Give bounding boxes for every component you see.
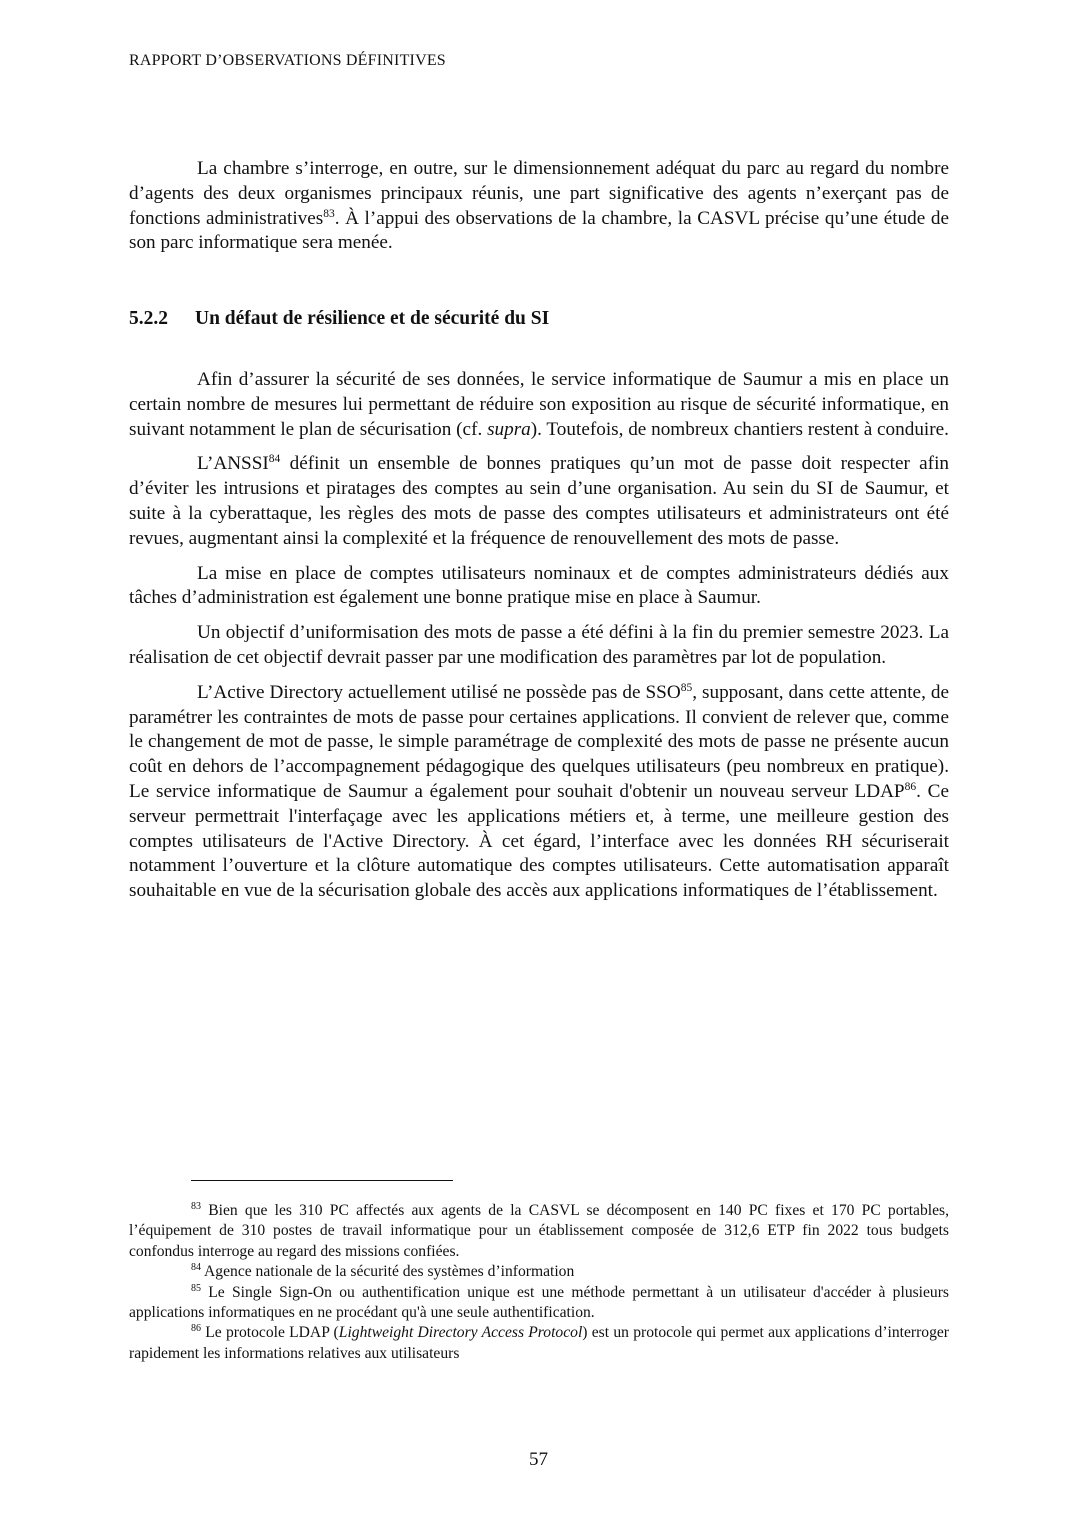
- section-title: Un défaut de résilience et de sécurité du SI: [195, 308, 550, 329]
- intro-text: [129, 157, 949, 266]
- running-header: RAPPORT D’OBSERVATIONS DÉFINITIVES: [129, 52, 446, 69]
- section-heading: [129, 308, 949, 330]
- footnote-separator: [191, 1180, 453, 1181]
- section-body: [129, 368, 949, 914]
- paragraph-nominal-accounts: La mise en place de comptes utilisateurs nominaux et de comptes administrateurs dédiés aux tâches d’administration est également une bonne pratique mise en place à Saumur.: [129, 562, 949, 609]
- section-number: 5.2.2: [129, 308, 168, 329]
- footnote-ref-86[interactable]: 86: [904, 780, 917, 793]
- paragraph-data-security: Afin d’assurer la sécurité de ses données, le service informatique de Saumur a mis en place un certain nombre de mesures lui permettant de réduire son exposition au risque de sécurité informatique, en suivant notamment le plan de sécurisation (cf. supra). Toutefois, de nombreux chantiers restent à conduire.: [129, 369, 949, 440]
- footnote-ref-83[interactable]: 83: [323, 207, 335, 220]
- page-number: 57: [529, 1449, 548, 1470]
- footnote-85: $^{85}$ Le Single Sign-On ou authentification unique est une méthode permettant à un utilisateur d'accéder à plusieurs applications informatiques en ne procédant qu'à une seule authentification.: [129, 1282, 949, 1322]
- footnote-ref-84[interactable]: 84: [268, 453, 281, 466]
- paragraph-active-directory: L’Active Directory actuellement utilisé ne possède pas de SSO$^{85}$, supposant, dans cette attente, de paramétrer les contraintes de mots de passe pour certaines applications. Il convient de relever que, comme le changement de mot de passe, le simple paramétrage de complexité des mots de passe ne présente aucun coût en dehors de l’accompagnement pédagogique des quelques utilisateurs (peu nombreux en pratique). Le service informatique de Saumur a également pour souhait d'obtenir un nouveau serveur LDAP$^{86}$. Ce serveur permettrait l'interfaçage avec les applications métiers et, à terme, une meilleure gestion des comptes utilisateurs de l'Active Directory. À cet égard, l’interface avec les données RH sécuriserait notamment l’ouverture et la clôture automatique des comptes utilisateurs. Cette automatisation apparaît souhaitable en vue de la sécurisation globale des accès aux applications informatiques de l’établissement.: [129, 681, 949, 902]
- footnote-83: $^{83}$ Bien que les 310 PC affectés aux agents de la CASVL se décomposent en 140 PC fixes et 170 PC portables, l’équipement de 310 postes de travail informatique pour un établissement composée de 312,6 ETP fin 2022 tous budgets confondus interroge au regard des missions confiées.: [129, 1201, 949, 1260]
- footnotes: [129, 1201, 949, 1364]
- footnote-ref-85[interactable]: 85: [680, 681, 693, 694]
- paragraph-password-uniformisation: Un objectif d’uniformisation des mots de passe a été défini à la fin du premier semestre 2023. La réalisation de cet objectif devrait passer par une modification des paramètres par lot de population.: [129, 622, 949, 668]
- paragraph-fleet-sizing: La chambre s’interroge, en outre, sur le dimensionnement adéquat du parc au regard du nombre d’agents des deux organismes principaux réunis, une part significative des agents n’exerçant pas de fonctions administratives$^{83}$. À l’appui des observations de la chambre, la CASVL précise qu’une étude de son parc informatique sera menée.: [129, 158, 949, 254]
- footnote-84: $^{84}$ Agence nationale de la sécurité des systèmes d’information: [191, 1262, 575, 1281]
- footnote-86: $^{86}$ Le protocole LDAP (Lightweight Directory Access Protocol) est un protocole qui permet aux applications d’interroger rapidement les informations relatives aux utilisateurs: [129, 1323, 949, 1362]
- paragraph-anssi-passwords: L’ANSSI$^{84}$ définit un ensemble de bonnes pratiques qu’un mot de passe doit respecter afin d’éviter les intrusions et piratages des comptes au sein d’une organisation. Au sein du SI de Saumur, et suite à la cyberattaque, les règles des mots de passe des comptes utilisateurs et administrateurs ont été revues, augmentant ainsi la complexité et la fréquence de renouvellement des mots de passe.: [129, 453, 949, 549]
